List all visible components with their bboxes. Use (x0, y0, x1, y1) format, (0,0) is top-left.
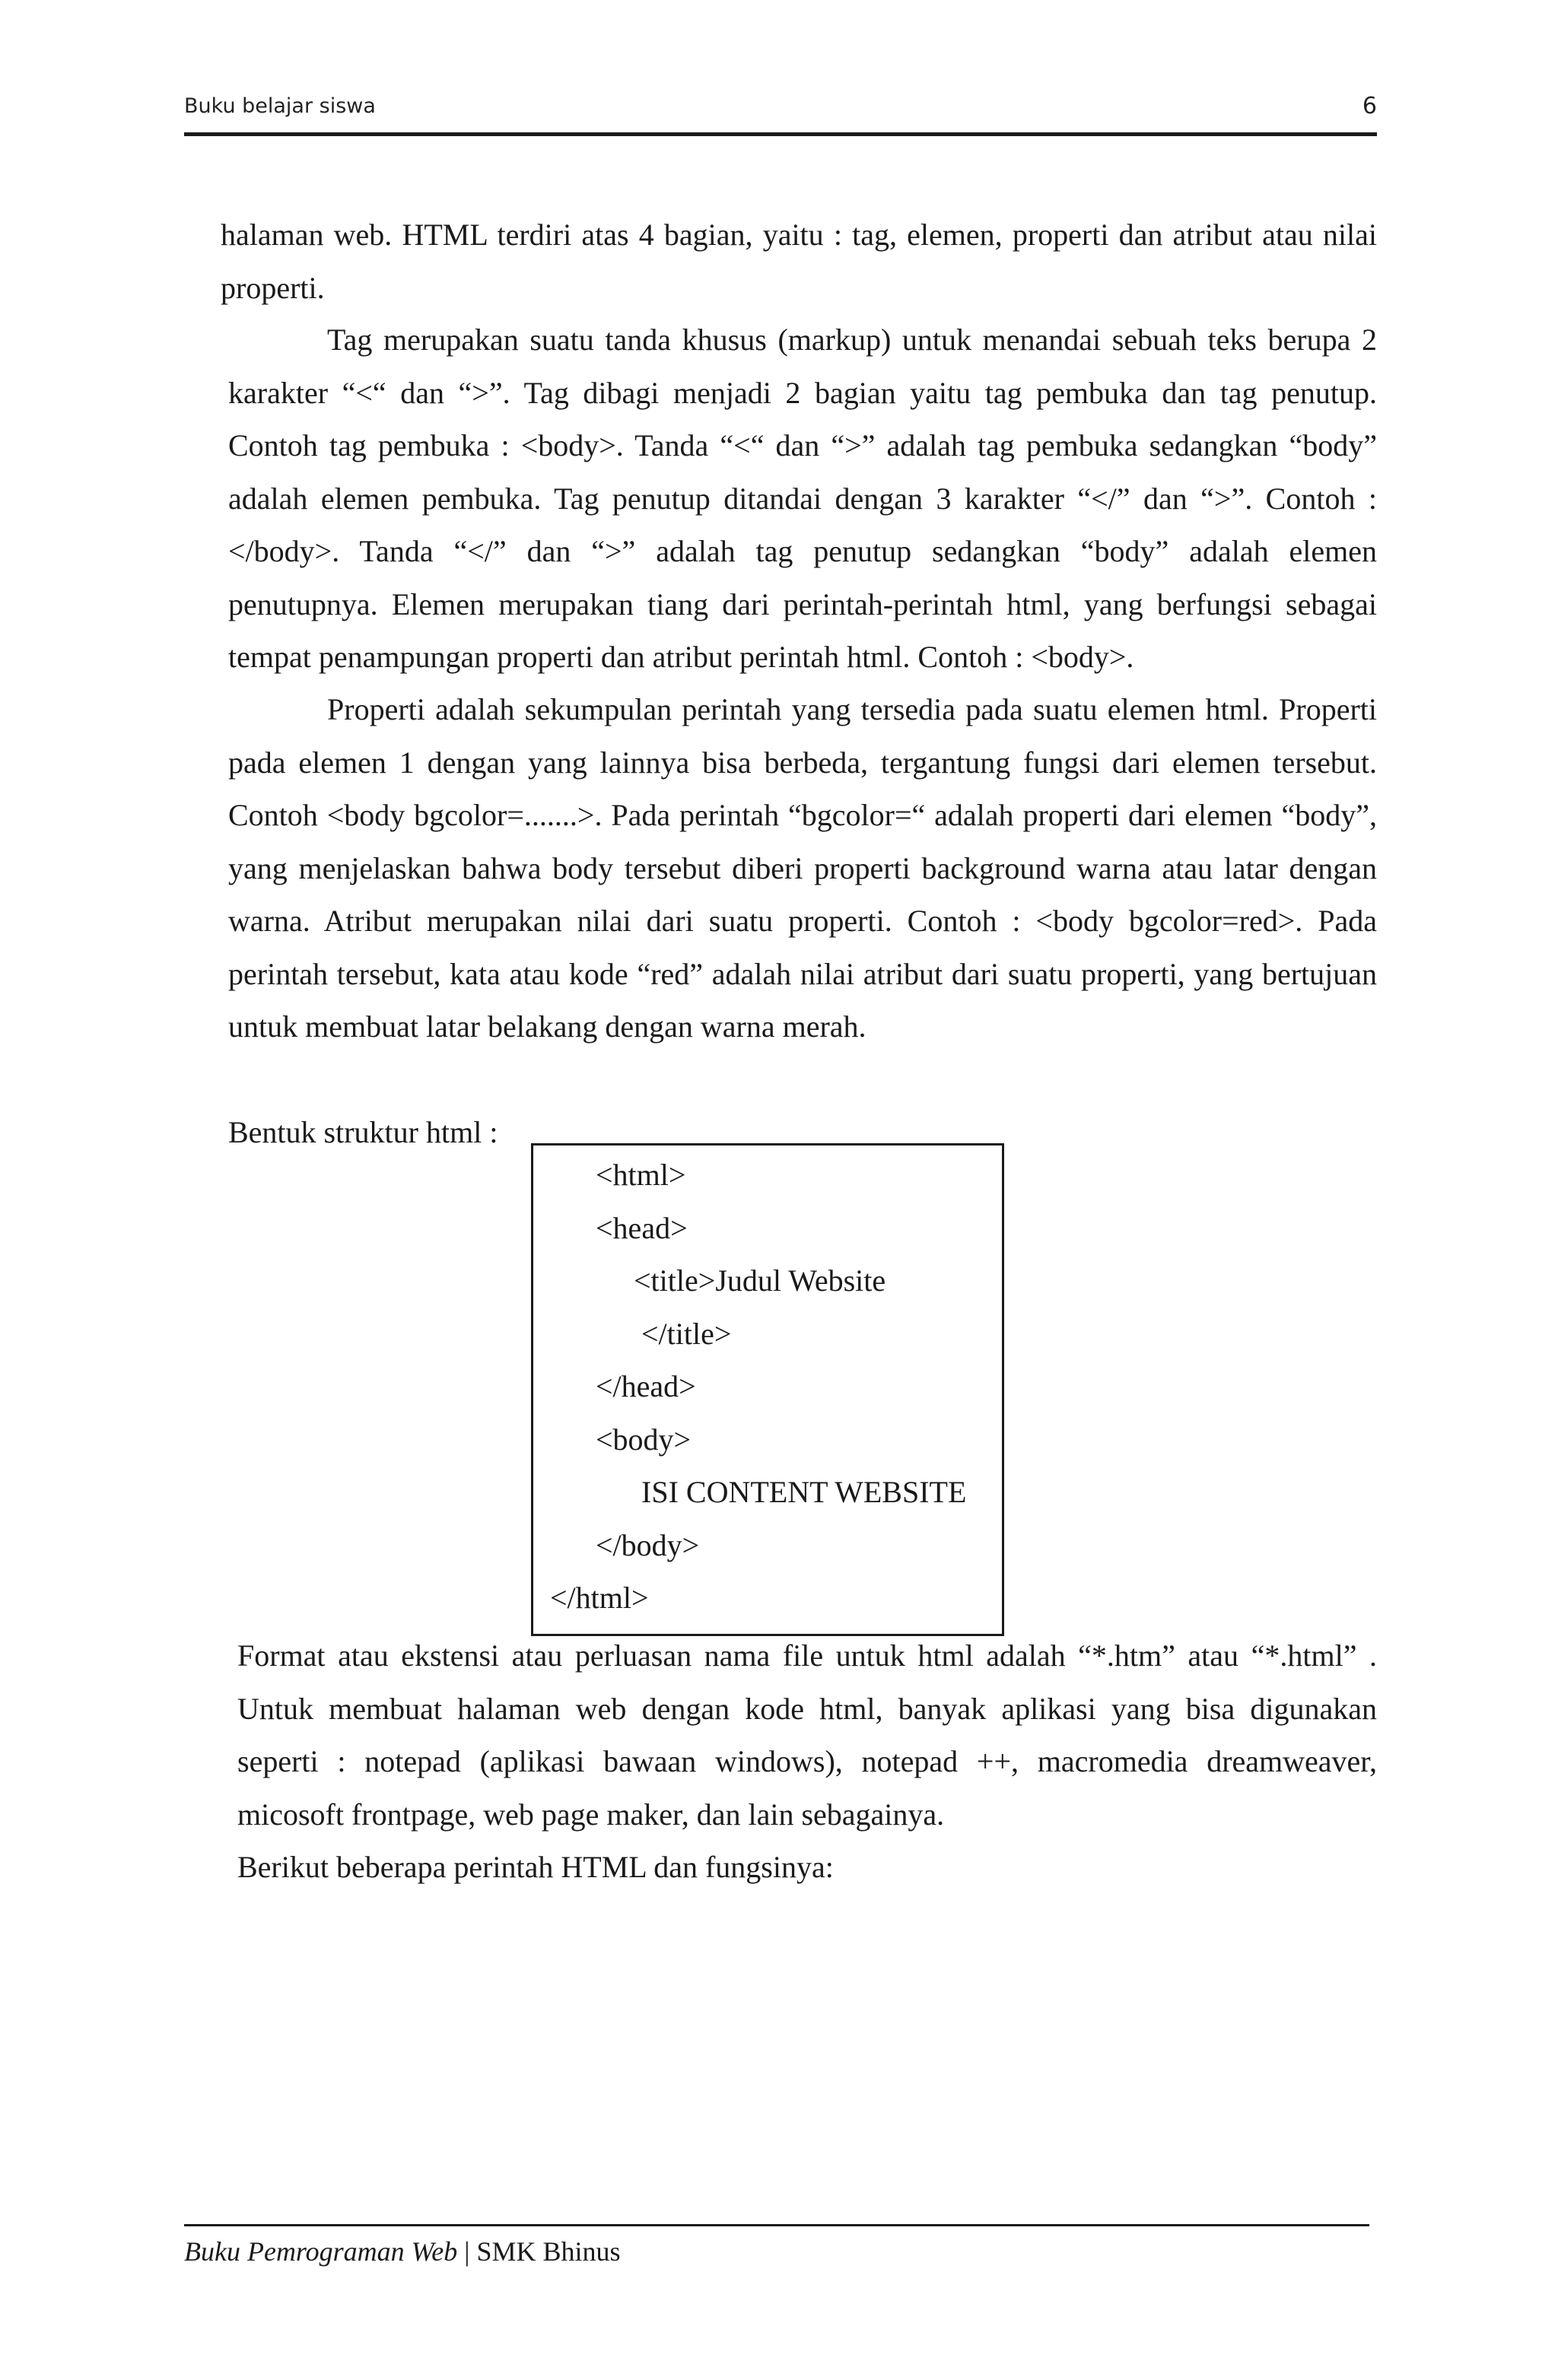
page-number: 6 (1362, 93, 1377, 119)
code-line-head-close: </head> (596, 1369, 696, 1403)
structure-label: Bentuk struktur html : (228, 1115, 498, 1149)
code-line-head-open: <head> (596, 1211, 688, 1245)
code-line-body-open: <body> (596, 1422, 692, 1457)
code-line-html-close: </html> (550, 1581, 649, 1615)
page-footer (184, 2232, 621, 2270)
running-header (184, 94, 1377, 125)
paragraph-properti-text: Properti adalah sekumpulan perintah yang tersedia pada suatu elemen html. Properti pada elemen 1 dengan yang lainnya bisa berbeda, tergantung fungsi dari elemen tersebut. Contoh <body bgcolor=.......>. Pada perintah “bgcolor=“ adalah properti dari elemen “body”, yang menjelaskan bahwa body tersebut diberi properti background warna atau latar dengan warna. Atribut merupakan nilai dari suatu properti. Contoh : <body bgcolor=red>. Pada perintah tersebut, kata atau kode “red” adalah nilai atribut dari suatu properti, yang bertujuan untuk membuat latar belakang dengan warna merah. (228, 692, 1377, 1044)
footer-school: SMK Bhinus (476, 2236, 621, 2267)
html-structure-box (531, 1143, 1004, 1636)
paragraph-tag (228, 313, 1377, 684)
code-line-html-open: <html> (596, 1158, 686, 1192)
paragraph-list-intro: Berikut beberapa perintah HTML dan fungsinya: (237, 1850, 834, 1884)
paragraph-format: Format atau ekstensi atau perluasan nama file untuk html adalah “*.htm” atau “*.html” . Untuk membuat halaman web dengan kode html, banyak aplikasi yang bisa digunakan seperti : notepad (aplikasi bawaan windows), notepad ++, macromedia dreamweaver, micosoft frontpage, web page maker, dan lain sebagainya. (237, 1638, 1377, 1832)
paragraph-intro: halaman web. HTML terdiri atas 4 bagian, yaitu : tag, elemen, properti dan atribut atau nilai properti. (221, 218, 1377, 305)
footer-book-title: Buku Pemrograman Web (184, 2236, 458, 2267)
footer-rule (184, 2224, 1369, 2226)
paragraph-tag-text: Tag merupakan suatu tanda khusus (markup) untuk menandai sebuah teks berupa 2 karakter “<“ dan “>”. Tag dibagi menjadi 2 bagian yaitu tag pembuka dan tag penutup. Contoh tag pembuka : <body>. Tanda “<“ dan “>” adalah tag pembuka sedangkan “body” adalah elemen pembuka. Tag penutup ditandai dengan 3 karakter “</” dan “>”. Contoh : </body>. Tanda “</” dan “>” adalah tag penutup sedangkan “body” adalah elemen penutupnya. Elemen merupakan tiang dari perintah-perintah html, yang berfungsi sebagai tempat penampungan properti dan atribut perintah html. Contoh : <body>. (228, 323, 1377, 674)
code-line-body-close: </body> (596, 1528, 700, 1562)
code-line-title-close: </title> (641, 1317, 732, 1351)
header-rule (184, 132, 1377, 136)
code-line-content: ISI CONTENT WEBSITE (641, 1475, 967, 1509)
footer-separator: | (457, 2236, 477, 2267)
header-title: Buku belajar siswa (184, 94, 376, 118)
code-line-title: <title>Judul Website (634, 1263, 886, 1298)
paragraph-properti (228, 683, 1377, 1053)
